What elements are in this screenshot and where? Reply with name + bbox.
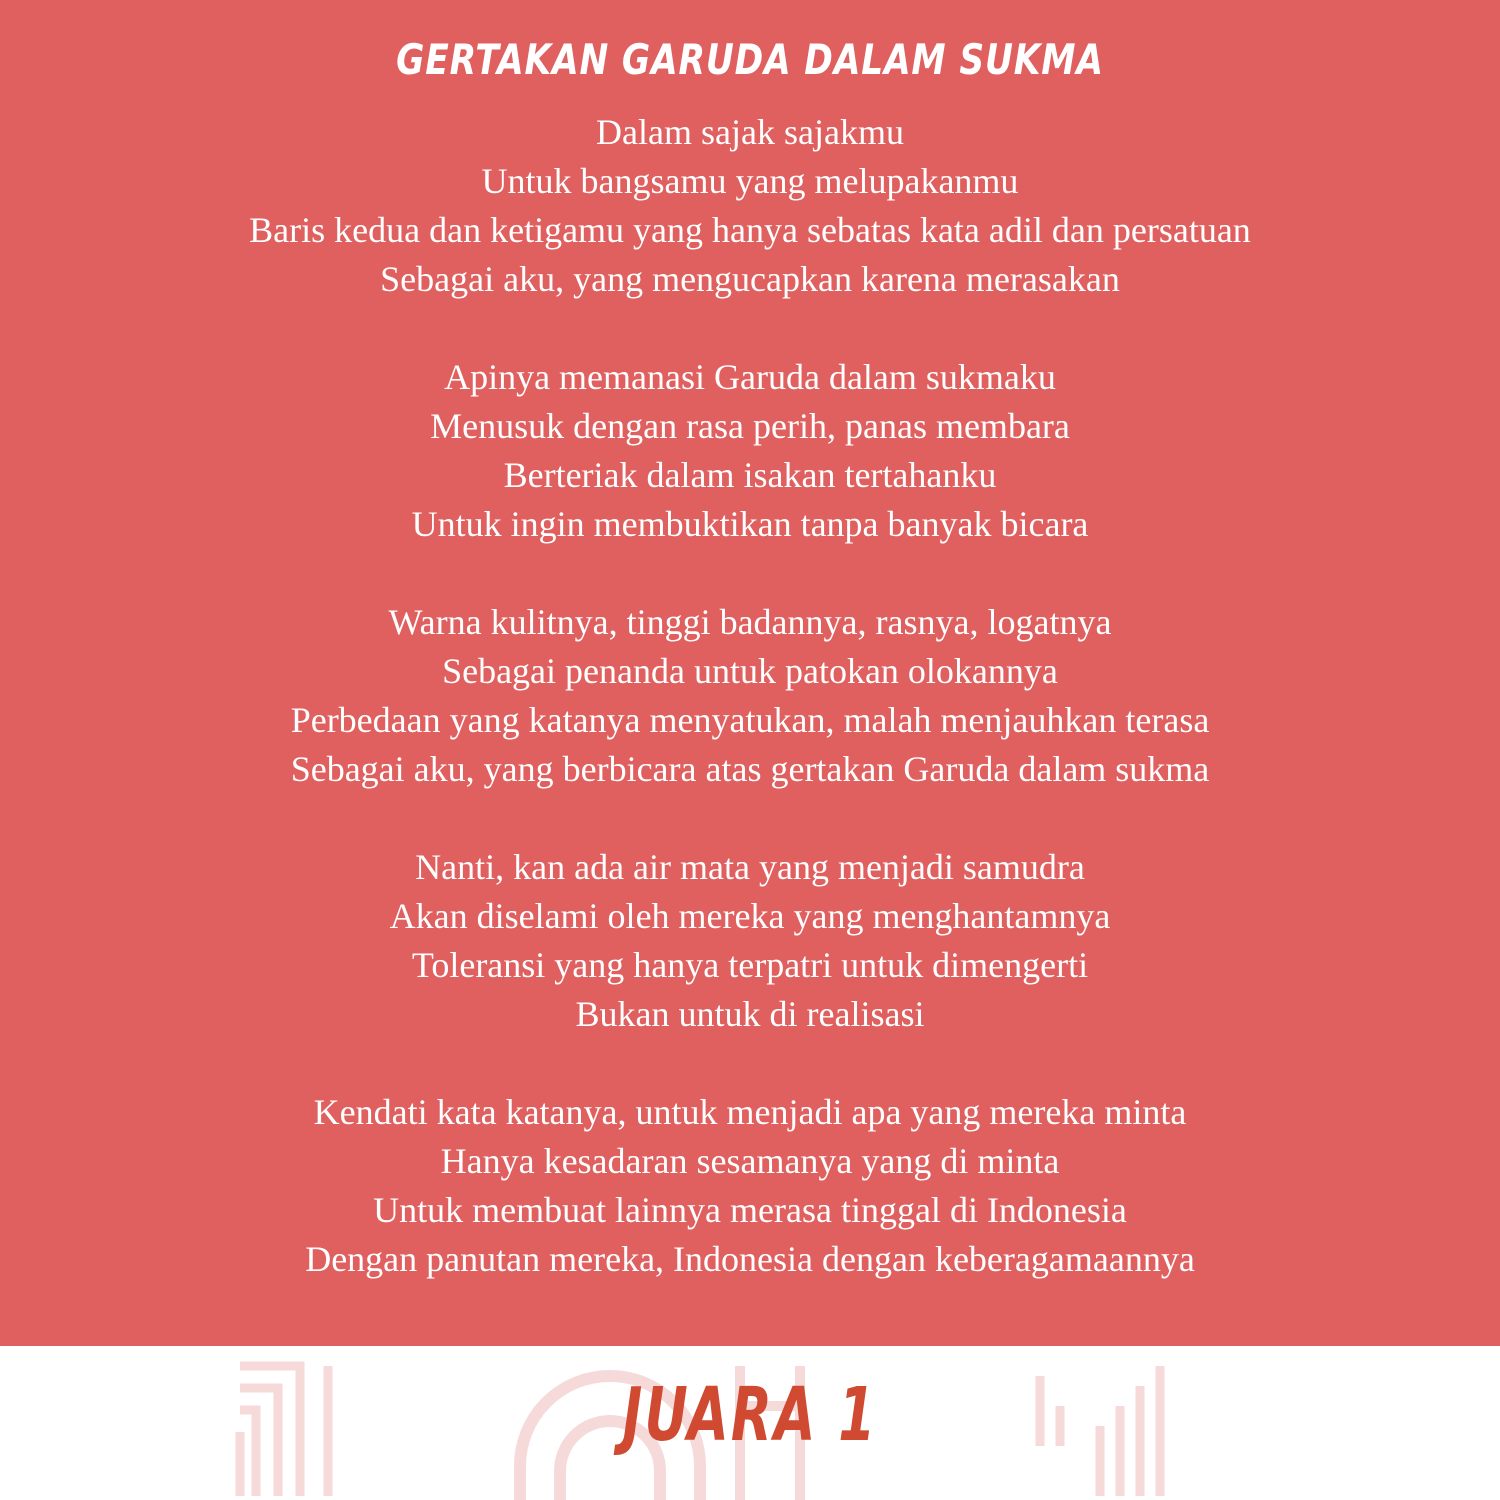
poem-line: Menusuk dengan rasa perih, panas membara bbox=[430, 406, 1070, 446]
poem-line: Nanti, kan ada air mata yang menjadi samudra bbox=[415, 847, 1085, 887]
poem-line: Bukan untuk di realisasi bbox=[575, 994, 925, 1034]
poem-line: Untuk bangsamu yang melupakanmu bbox=[481, 161, 1019, 201]
poem-line: Dalam sajak sajakmu bbox=[596, 112, 904, 152]
poem-line: Warna kulitnya, tinggi badannya, rasnya, logatnya bbox=[388, 602, 1112, 642]
poem-line: Hanya kesadaran sesamanya yang di minta bbox=[440, 1141, 1060, 1181]
stanza bbox=[0, 353, 1500, 549]
poem-line: Akan diselami oleh mereka yang menghantamnya bbox=[389, 896, 1111, 936]
poem-title: GERTAKAN GARUDA DALAM SUKMA bbox=[396, 35, 1104, 84]
poem-line: Baris kedua dan ketigamu yang hanya sebatas kata adil dan persatuan bbox=[249, 210, 1251, 250]
award-label: JUARA 1 bbox=[622, 1372, 878, 1458]
stanza bbox=[0, 108, 1500, 304]
poem-line: Kendati kata katanya, untuk menjadi apa yang mereka minta bbox=[313, 1092, 1187, 1132]
poem-line: Sebagai penanda untuk patokan olokannya bbox=[442, 651, 1058, 691]
poem-line: Berteriak dalam isakan tertahanku bbox=[503, 455, 997, 495]
poem-line: Sebagai aku, yang berbicara atas gertakan Garuda dalam sukma bbox=[290, 749, 1210, 789]
poem-line: Sebagai aku, yang mengucapkan karena merasakan bbox=[380, 259, 1120, 299]
poem-body bbox=[0, 108, 1500, 1333]
poem-line: Perbedaan yang katanya menyatukan, malah menjauhkan terasa bbox=[290, 700, 1210, 740]
poem-line: Untuk ingin membuktikan tanpa banyak bicara bbox=[411, 504, 1089, 544]
poem-line: Toleransi yang hanya terpatri untuk dimengerti bbox=[411, 945, 1089, 985]
award-footer bbox=[0, 1346, 1500, 1500]
poem-line: Dengan panutan mereka, Indonesia dengan keberagamaannya bbox=[305, 1239, 1195, 1279]
stanza bbox=[0, 843, 1500, 1039]
stanza bbox=[0, 1088, 1500, 1284]
stanza bbox=[0, 598, 1500, 794]
poem-line: Untuk membuat lainnya merasa tinggal di Indonesia bbox=[373, 1190, 1127, 1230]
poem-line: Apinya memanasi Garuda dalam sukmaku bbox=[444, 357, 1056, 397]
